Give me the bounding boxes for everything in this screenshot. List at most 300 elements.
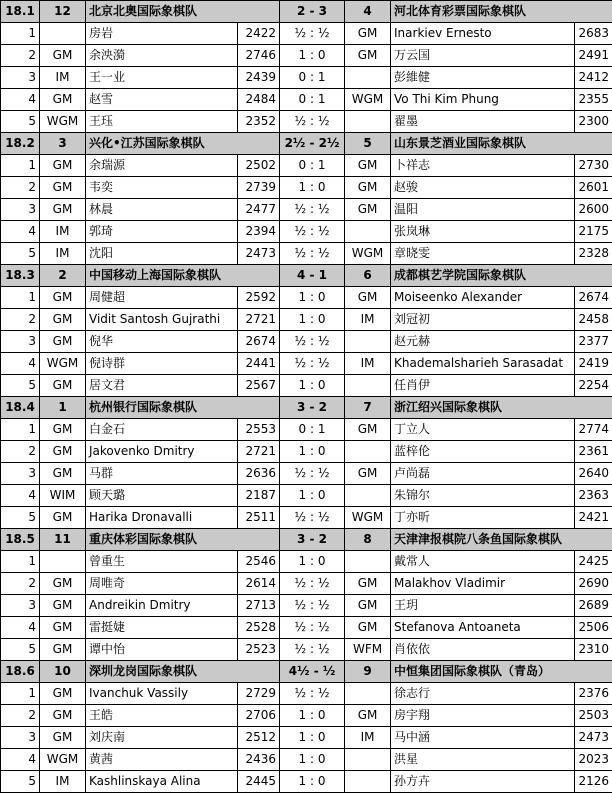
home-player-rating: 2739 bbox=[238, 177, 280, 199]
home-player-name: 王珏 bbox=[86, 111, 238, 133]
home-player-title: GM bbox=[40, 595, 86, 617]
home-player-rating: 2706 bbox=[238, 705, 280, 727]
round-number: 18.2 bbox=[1, 133, 40, 155]
away-player-rating: 2506 bbox=[575, 617, 612, 639]
home-team-name: 杭州银行国际象棋队 bbox=[86, 397, 280, 419]
board-row bbox=[1, 551, 612, 573]
home-player-rating: 2546 bbox=[238, 551, 280, 573]
home-player-name: 居文君 bbox=[86, 375, 238, 397]
round-number: 18.6 bbox=[1, 661, 40, 683]
board-row bbox=[1, 573, 612, 595]
game-result: 0 : 1 bbox=[280, 155, 345, 177]
home-team-name: 兴化•江苏国际象棋队 bbox=[86, 133, 280, 155]
away-player-rating: 2640 bbox=[575, 463, 612, 485]
game-result: 1 : 0 bbox=[280, 45, 345, 67]
home-team-seed: 10 bbox=[40, 661, 86, 683]
away-player-title bbox=[345, 683, 391, 705]
game-result: ½ : ½ bbox=[280, 199, 345, 221]
home-player-name: Ivanchuk Vassily bbox=[86, 683, 238, 705]
home-player-rating: 2592 bbox=[238, 287, 280, 309]
board-row bbox=[1, 683, 612, 705]
away-player-rating: 2690 bbox=[575, 573, 612, 595]
home-player-title: GM bbox=[40, 89, 86, 111]
away-player-rating: 2377 bbox=[575, 331, 612, 353]
board-number: 1 bbox=[1, 23, 40, 45]
home-team-name: 北京北奥国际象棋队 bbox=[86, 1, 280, 23]
away-player-rating: 2491 bbox=[575, 45, 612, 67]
game-result: 1 : 0 bbox=[280, 441, 345, 463]
home-player-rating: 2422 bbox=[238, 23, 280, 45]
home-player-name: 王皓 bbox=[86, 705, 238, 727]
match-score: 2½ - 2½ bbox=[280, 133, 345, 155]
game-result: 0 : 1 bbox=[280, 419, 345, 441]
game-result: 1 : 0 bbox=[280, 727, 345, 749]
board-number: 4 bbox=[1, 353, 40, 375]
home-player-rating: 2484 bbox=[238, 89, 280, 111]
away-player-name: 章晓雯 bbox=[391, 243, 575, 265]
away-player-rating: 2023 bbox=[575, 749, 612, 771]
board-row bbox=[1, 89, 612, 111]
match-header-row bbox=[1, 397, 612, 419]
home-player-title: GM bbox=[40, 727, 86, 749]
board-row bbox=[1, 177, 612, 199]
home-player-title: GM bbox=[40, 639, 86, 661]
home-player-rating: 2394 bbox=[238, 221, 280, 243]
home-player-name: 周健超 bbox=[86, 287, 238, 309]
home-player-title: IM bbox=[40, 771, 86, 793]
away-player-name: Malakhov Vladimir bbox=[391, 573, 575, 595]
board-row bbox=[1, 639, 612, 661]
match-header-row bbox=[1, 133, 612, 155]
board-row bbox=[1, 507, 612, 529]
away-player-title: GM bbox=[345, 573, 391, 595]
board-number: 5 bbox=[1, 639, 40, 661]
board-number: 1 bbox=[1, 683, 40, 705]
away-player-title: GM bbox=[345, 199, 391, 221]
board-row bbox=[1, 331, 612, 353]
board-number: 4 bbox=[1, 221, 40, 243]
round-number: 18.3 bbox=[1, 265, 40, 287]
away-player-rating: 2363 bbox=[575, 485, 612, 507]
board-row bbox=[1, 749, 612, 771]
game-result: ½ : ½ bbox=[280, 573, 345, 595]
away-player-title: IM bbox=[345, 727, 391, 749]
home-player-name: 余泱漪 bbox=[86, 45, 238, 67]
away-player-rating: 2126 bbox=[575, 771, 612, 793]
away-player-name: 蓝梓伦 bbox=[391, 441, 575, 463]
game-result: 1 : 0 bbox=[280, 771, 345, 793]
home-player-title: GM bbox=[40, 177, 86, 199]
home-player-title: GM bbox=[40, 309, 86, 331]
home-player-name: 马群 bbox=[86, 463, 238, 485]
away-team-name: 天津津报棋院八条鱼国际象棋队 bbox=[391, 529, 612, 551]
away-player-rating: 2730 bbox=[575, 155, 612, 177]
away-player-title: GM bbox=[345, 287, 391, 309]
home-player-rating: 2445 bbox=[238, 771, 280, 793]
board-number: 1 bbox=[1, 419, 40, 441]
board-number: 2 bbox=[1, 441, 40, 463]
away-player-rating: 2361 bbox=[575, 441, 612, 463]
home-player-rating: 2729 bbox=[238, 683, 280, 705]
board-row bbox=[1, 617, 612, 639]
away-player-title bbox=[345, 375, 391, 397]
away-player-rating: 2421 bbox=[575, 507, 612, 529]
home-player-rating: 2746 bbox=[238, 45, 280, 67]
home-player-title: GM bbox=[40, 683, 86, 705]
board-row bbox=[1, 155, 612, 177]
home-player-name: Kashlinskaya Alina bbox=[86, 771, 238, 793]
home-player-name: 余瑞源 bbox=[86, 155, 238, 177]
game-result: ½ : ½ bbox=[280, 463, 345, 485]
away-player-title: GM bbox=[345, 177, 391, 199]
away-player-name: 赵元赫 bbox=[391, 331, 575, 353]
board-number: 4 bbox=[1, 749, 40, 771]
board-row bbox=[1, 67, 612, 89]
home-player-rating: 2477 bbox=[238, 199, 280, 221]
away-player-title bbox=[345, 221, 391, 243]
away-player-title bbox=[345, 441, 391, 463]
away-player-rating: 2683 bbox=[575, 23, 612, 45]
board-row bbox=[1, 221, 612, 243]
home-player-title: WIM bbox=[40, 485, 86, 507]
board-row bbox=[1, 441, 612, 463]
board-row bbox=[1, 353, 612, 375]
home-player-rating: 2436 bbox=[238, 749, 280, 771]
away-player-name: 肖依依 bbox=[391, 639, 575, 661]
away-player-rating: 2175 bbox=[575, 221, 612, 243]
away-player-name: 马中涵 bbox=[391, 727, 575, 749]
away-player-rating: 2600 bbox=[575, 199, 612, 221]
home-player-title: GM bbox=[40, 287, 86, 309]
match-score: 3 - 2 bbox=[280, 529, 345, 551]
match-score: 4 - 1 bbox=[280, 265, 345, 287]
board-row bbox=[1, 485, 612, 507]
away-team-name: 中恒集团国际象棋队（青岛） bbox=[391, 661, 612, 683]
away-player-rating: 2300 bbox=[575, 111, 612, 133]
board-number: 5 bbox=[1, 771, 40, 793]
away-player-name: 徐志行 bbox=[391, 683, 575, 705]
game-result: 1 : 0 bbox=[280, 485, 345, 507]
home-player-name: 倪华 bbox=[86, 331, 238, 353]
home-player-title: IM bbox=[40, 243, 86, 265]
away-player-title bbox=[345, 485, 391, 507]
game-result: ½ : ½ bbox=[280, 639, 345, 661]
home-player-name: 谭中怡 bbox=[86, 639, 238, 661]
away-player-rating: 2674 bbox=[575, 287, 612, 309]
home-player-rating: 2528 bbox=[238, 617, 280, 639]
match-score: 3 - 2 bbox=[280, 397, 345, 419]
away-player-rating: 2355 bbox=[575, 89, 612, 111]
away-player-name: 卢尚磊 bbox=[391, 463, 575, 485]
away-player-name: 丁立人 bbox=[391, 419, 575, 441]
home-player-rating: 2721 bbox=[238, 441, 280, 463]
board-row bbox=[1, 287, 612, 309]
game-result: ½ : ½ bbox=[280, 243, 345, 265]
home-player-name: 郭琦 bbox=[86, 221, 238, 243]
home-player-rating: 2614 bbox=[238, 573, 280, 595]
away-player-title: GM bbox=[345, 705, 391, 727]
away-player-rating: 2419 bbox=[575, 353, 612, 375]
away-player-name: Khademalsharieh Sarasadat bbox=[391, 353, 575, 375]
game-result: 1 : 0 bbox=[280, 375, 345, 397]
game-result: ½ : ½ bbox=[280, 617, 345, 639]
away-player-name: 刘冠初 bbox=[391, 309, 575, 331]
home-player-name: 雷挺婕 bbox=[86, 617, 238, 639]
away-team-seed: 9 bbox=[345, 661, 391, 683]
away-player-name: 赵骏 bbox=[391, 177, 575, 199]
board-number: 5 bbox=[1, 243, 40, 265]
home-player-name: 赵雪 bbox=[86, 89, 238, 111]
away-player-title bbox=[345, 771, 391, 793]
away-player-rating: 2328 bbox=[575, 243, 612, 265]
board-number: 1 bbox=[1, 155, 40, 177]
away-player-name: 丁亦昕 bbox=[391, 507, 575, 529]
board-number: 3 bbox=[1, 595, 40, 617]
away-player-rating: 2376 bbox=[575, 683, 612, 705]
away-team-name: 浙江绍兴国际象棋队 bbox=[391, 397, 612, 419]
away-player-name: 洪星 bbox=[391, 749, 575, 771]
away-player-rating: 2601 bbox=[575, 177, 612, 199]
board-row bbox=[1, 419, 612, 441]
game-result: ½ : ½ bbox=[280, 23, 345, 45]
home-player-name: 白金石 bbox=[86, 419, 238, 441]
away-player-name: 翟墨 bbox=[391, 111, 575, 133]
board-number: 2 bbox=[1, 573, 40, 595]
board-number: 4 bbox=[1, 485, 40, 507]
away-player-title: IM bbox=[345, 353, 391, 375]
game-result: 1 : 0 bbox=[280, 749, 345, 771]
board-number: 2 bbox=[1, 177, 40, 199]
home-team-seed: 12 bbox=[40, 1, 86, 23]
results-body bbox=[1, 1, 612, 793]
home-player-name: 刘庆南 bbox=[86, 727, 238, 749]
away-player-name: 张岚琳 bbox=[391, 221, 575, 243]
board-row bbox=[1, 243, 612, 265]
home-team-name: 重庆体彩国际象棋队 bbox=[86, 529, 280, 551]
board-row bbox=[1, 375, 612, 397]
home-player-title bbox=[40, 551, 86, 573]
board-number: 3 bbox=[1, 727, 40, 749]
away-team-seed: 4 bbox=[345, 1, 391, 23]
home-player-title: GM bbox=[40, 507, 86, 529]
board-number: 3 bbox=[1, 463, 40, 485]
away-player-name: Moiseenko Alexander bbox=[391, 287, 575, 309]
game-result: 0 : 1 bbox=[280, 67, 345, 89]
away-player-name: 王玥 bbox=[391, 595, 575, 617]
home-player-name: Harika Dronavalli bbox=[86, 507, 238, 529]
game-result: ½ : ½ bbox=[280, 331, 345, 353]
home-player-title: WGM bbox=[40, 353, 86, 375]
home-player-title: GM bbox=[40, 155, 86, 177]
home-team-name: 深圳龙岗国际象棋队 bbox=[86, 661, 280, 683]
away-player-title: GM bbox=[345, 617, 391, 639]
home-player-rating: 2567 bbox=[238, 375, 280, 397]
away-player-rating: 2425 bbox=[575, 551, 612, 573]
home-player-rating: 2674 bbox=[238, 331, 280, 353]
away-player-title bbox=[345, 551, 391, 573]
board-number: 3 bbox=[1, 67, 40, 89]
home-player-rating: 2636 bbox=[238, 463, 280, 485]
home-player-rating: 2511 bbox=[238, 507, 280, 529]
home-player-rating: 2721 bbox=[238, 309, 280, 331]
away-player-rating: 2458 bbox=[575, 309, 612, 331]
match-header-row bbox=[1, 661, 612, 683]
away-player-title: WGM bbox=[345, 89, 391, 111]
away-player-rating: 2473 bbox=[575, 727, 612, 749]
board-number: 5 bbox=[1, 111, 40, 133]
home-player-rating: 2441 bbox=[238, 353, 280, 375]
away-player-title bbox=[345, 331, 391, 353]
board-row bbox=[1, 771, 612, 793]
home-player-rating: 2439 bbox=[238, 67, 280, 89]
home-player-rating: 2713 bbox=[238, 595, 280, 617]
board-number: 1 bbox=[1, 287, 40, 309]
away-team-name: 成都棋艺学院国际象棋队 bbox=[391, 265, 612, 287]
home-player-name: Andreikin Dmitry bbox=[86, 595, 238, 617]
game-result: 1 : 0 bbox=[280, 551, 345, 573]
home-player-name: Vidit Santosh Gujrathi bbox=[86, 309, 238, 331]
match-score: 4½ - ½ bbox=[280, 661, 345, 683]
home-player-name: Jakovenko Dmitry bbox=[86, 441, 238, 463]
away-player-title: WFM bbox=[345, 639, 391, 661]
game-result: 1 : 0 bbox=[280, 287, 345, 309]
away-player-name: Stefanova Antoaneta bbox=[391, 617, 575, 639]
away-player-title: GM bbox=[345, 45, 391, 67]
home-player-title: GM bbox=[40, 419, 86, 441]
game-result: ½ : ½ bbox=[280, 353, 345, 375]
board-row bbox=[1, 23, 612, 45]
away-player-title bbox=[345, 749, 391, 771]
home-team-seed: 3 bbox=[40, 133, 86, 155]
away-player-title: WGM bbox=[345, 243, 391, 265]
board-row bbox=[1, 595, 612, 617]
away-player-title: GM bbox=[345, 463, 391, 485]
match-header-row bbox=[1, 529, 612, 551]
away-team-seed: 6 bbox=[345, 265, 391, 287]
away-player-name: 孙方卉 bbox=[391, 771, 575, 793]
away-team-seed: 8 bbox=[345, 529, 391, 551]
board-number: 2 bbox=[1, 309, 40, 331]
away-player-rating: 2310 bbox=[575, 639, 612, 661]
home-player-title: GM bbox=[40, 705, 86, 727]
home-player-rating: 2553 bbox=[238, 419, 280, 441]
away-team-seed: 7 bbox=[345, 397, 391, 419]
home-player-title: IM bbox=[40, 221, 86, 243]
away-player-name: 卜祥志 bbox=[391, 155, 575, 177]
game-result: ½ : ½ bbox=[280, 683, 345, 705]
board-number: 4 bbox=[1, 89, 40, 111]
home-player-rating: 2512 bbox=[238, 727, 280, 749]
board-number: 5 bbox=[1, 507, 40, 529]
game-result: ½ : ½ bbox=[280, 221, 345, 243]
home-player-name: 韦奕 bbox=[86, 177, 238, 199]
away-player-name: 房宇翔 bbox=[391, 705, 575, 727]
home-team-name: 中国移动上海国际象棋队 bbox=[86, 265, 280, 287]
home-player-name: 顾天璐 bbox=[86, 485, 238, 507]
home-team-seed: 2 bbox=[40, 265, 86, 287]
board-row bbox=[1, 705, 612, 727]
away-player-name: 温阳 bbox=[391, 199, 575, 221]
home-player-name: 房岩 bbox=[86, 23, 238, 45]
away-team-name: 山东景芝酒业国际象棋队 bbox=[391, 133, 612, 155]
match-header-row bbox=[1, 265, 612, 287]
game-result: ½ : ½ bbox=[280, 507, 345, 529]
away-team-name: 河北体育彩票国际象棋队 bbox=[391, 1, 612, 23]
home-player-rating: 2352 bbox=[238, 111, 280, 133]
away-player-rating: 2254 bbox=[575, 375, 612, 397]
away-team-seed: 5 bbox=[345, 133, 391, 155]
round-number: 18.4 bbox=[1, 397, 40, 419]
away-player-name: 任肖伊 bbox=[391, 375, 575, 397]
home-player-name: 黄茜 bbox=[86, 749, 238, 771]
game-result: 0 : 1 bbox=[280, 89, 345, 111]
home-player-name: 周唯奇 bbox=[86, 573, 238, 595]
home-player-title: GM bbox=[40, 441, 86, 463]
home-player-rating: 2187 bbox=[238, 485, 280, 507]
away-player-title: GM bbox=[345, 23, 391, 45]
board-number: 3 bbox=[1, 331, 40, 353]
home-team-seed: 1 bbox=[40, 397, 86, 419]
away-player-rating: 2774 bbox=[575, 419, 612, 441]
away-player-rating: 2503 bbox=[575, 705, 612, 727]
home-player-name: 沈阳 bbox=[86, 243, 238, 265]
away-player-name: 彭維健 bbox=[391, 67, 575, 89]
home-team-seed: 11 bbox=[40, 529, 86, 551]
home-player-name: 王一业 bbox=[86, 67, 238, 89]
home-player-title: GM bbox=[40, 45, 86, 67]
home-player-title bbox=[40, 23, 86, 45]
board-number: 2 bbox=[1, 705, 40, 727]
home-player-title: WGM bbox=[40, 111, 86, 133]
home-player-name: 曾重生 bbox=[86, 551, 238, 573]
home-player-title: WGM bbox=[40, 749, 86, 771]
away-player-name: 朱锦尔 bbox=[391, 485, 575, 507]
home-player-title: GM bbox=[40, 573, 86, 595]
game-result: 1 : 0 bbox=[280, 309, 345, 331]
home-player-rating: 2502 bbox=[238, 155, 280, 177]
away-player-name: 戴常人 bbox=[391, 551, 575, 573]
away-player-title: WGM bbox=[345, 507, 391, 529]
home-player-name: 倪诗群 bbox=[86, 353, 238, 375]
home-player-title: GM bbox=[40, 375, 86, 397]
away-player-title: GM bbox=[345, 419, 391, 441]
home-player-title: GM bbox=[40, 463, 86, 485]
away-player-rating: 2412 bbox=[575, 67, 612, 89]
board-row bbox=[1, 111, 612, 133]
away-player-rating: 2689 bbox=[575, 595, 612, 617]
away-player-name: Inarkiev Ernesto bbox=[391, 23, 575, 45]
board-number: 2 bbox=[1, 45, 40, 67]
home-player-rating: 2523 bbox=[238, 639, 280, 661]
game-result: ½ : ½ bbox=[280, 595, 345, 617]
round-number: 18.1 bbox=[1, 1, 40, 23]
board-row bbox=[1, 727, 612, 749]
away-player-title bbox=[345, 67, 391, 89]
board-number: 3 bbox=[1, 199, 40, 221]
board-row bbox=[1, 309, 612, 331]
away-player-title bbox=[345, 111, 391, 133]
board-row bbox=[1, 463, 612, 485]
board-number: 5 bbox=[1, 375, 40, 397]
board-number: 4 bbox=[1, 617, 40, 639]
home-player-rating: 2473 bbox=[238, 243, 280, 265]
away-player-name: 万云国 bbox=[391, 45, 575, 67]
board-number: 1 bbox=[1, 551, 40, 573]
away-player-name: Vo Thi Kim Phung bbox=[391, 89, 575, 111]
game-result: ½ : ½ bbox=[280, 111, 345, 133]
home-player-title: GM bbox=[40, 199, 86, 221]
round-number: 18.5 bbox=[1, 529, 40, 551]
